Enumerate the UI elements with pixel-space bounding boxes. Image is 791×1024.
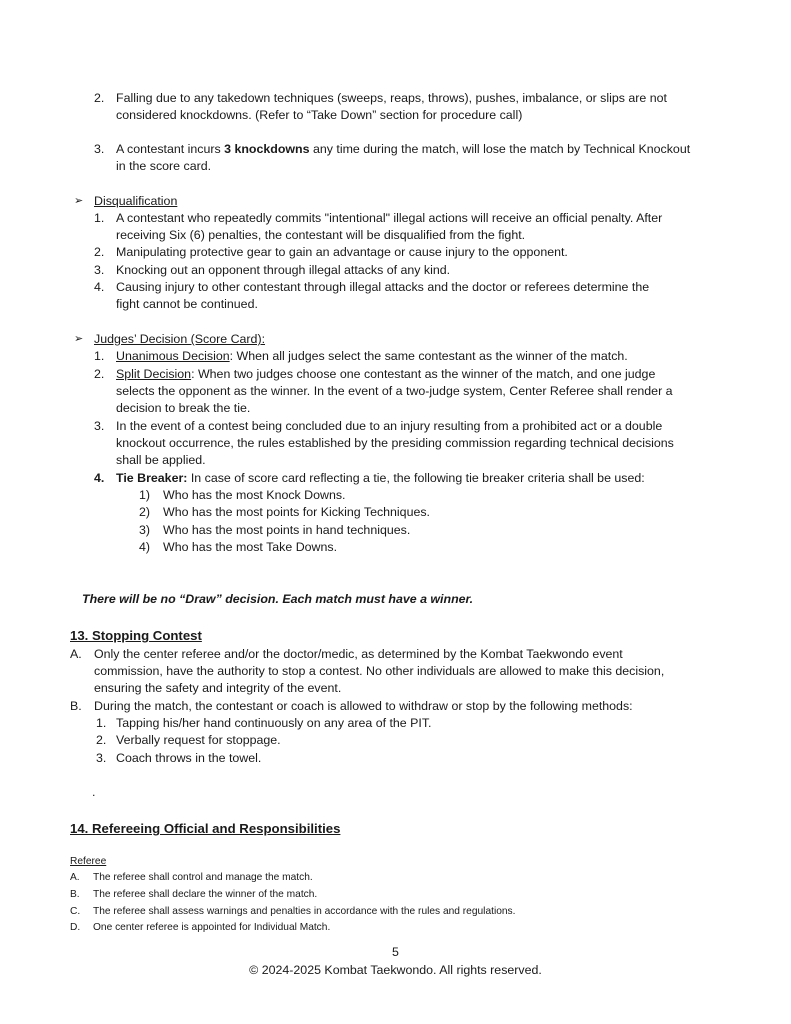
list-number: 3. <box>94 263 105 277</box>
list-number: 2. <box>94 245 105 259</box>
list-item-text: A contestant who repeatedly commits "intentional" illegal actions will receive an official penalty. After <box>116 211 663 225</box>
list-item-text: Who has the most Take Downs. <box>163 540 338 554</box>
list-item-text: Unanimous Decision: When all judges select the same contestant as the winner of the match. <box>116 349 628 363</box>
list-item-text: in the score card. <box>116 159 212 173</box>
list-number: 3. <box>96 751 107 765</box>
list-letter: A. <box>70 872 80 883</box>
list-number: 3. <box>94 142 105 156</box>
list-number: 1. <box>96 716 107 730</box>
list-number: 3) <box>139 523 151 537</box>
list-number: 2. <box>94 367 105 381</box>
list-item-text: Tie Breaker: In case of score card reflecting a tie, the following tie breaker criteria shall be used: <box>116 471 645 485</box>
list-item-text: decision to break the tie. <box>116 401 251 415</box>
list-item-text: In the event of a contest being concluded due to an injury resulting from a prohibited act or a double <box>116 419 663 433</box>
list-number: 2. <box>94 91 105 105</box>
list-item-text: Causing injury to other contestant through illegal attacks and the doctor or referees determine the <box>116 280 650 294</box>
list-number: 4. <box>94 471 105 485</box>
list-item-text: ensuring the safety and integrity of the event. <box>94 681 342 695</box>
list-item-text: receiving Six (6) penalties, the contestant will be disqualified from the fight. <box>116 228 526 242</box>
list-number: 1) <box>139 488 151 502</box>
list-item-text: Only the center referee and/or the doctor/medic, as determined by the Kombat Taekwondo event <box>94 647 623 661</box>
section-title: 13. Stopping Contest <box>70 628 202 643</box>
list-item-text: Split Decision: When two judges choose one contestant as the winner of the match, and one judge <box>116 367 656 381</box>
list-item-text: selects the opponent as the winner. In the event of a two-judge system, Center Referee shall render a <box>116 384 673 398</box>
list-number: 1. <box>94 349 105 363</box>
arrow-bullet-icon: ➢ <box>74 195 84 207</box>
list-number: 3. <box>94 419 105 433</box>
list-number: 4) <box>139 540 151 554</box>
list-item-text: Falling due to any takedown techniques (sweeps, reaps, throws), pushes, imbalance, or slips are not <box>116 91 667 105</box>
list-item-text: The referee shall control and manage the match. <box>93 872 313 883</box>
list-item-text: One center referee is appointed for Individual Match. <box>93 922 331 933</box>
list-letter: B. <box>70 889 80 900</box>
list-item-text: Knocking out an opponent through illegal attacks of any kind. <box>116 263 451 277</box>
no-draw-statement: There will be no “Draw” decision. Each match must have a winner. <box>82 592 474 606</box>
list-item-text: Who has the most points for Kicking Techniques. <box>163 505 430 519</box>
section-heading: Disqualification <box>94 194 178 208</box>
list-number: 4. <box>94 280 105 294</box>
list-letter: C. <box>70 906 81 917</box>
list-item-text: During the match, the contestant or coach is allowed to withdraw or stop by the following methods: <box>94 699 633 713</box>
list-item-text: Who has the most Knock Downs. <box>163 488 346 502</box>
list-item-text: shall be applied. <box>116 453 206 467</box>
list-item-text: knockout occurrence, the rules established by the presiding commission regarding technical decisions <box>116 436 674 450</box>
list-item-text: commission, have the authority to stop a contest. No other individuals are allowed to make this decision, <box>94 664 665 678</box>
list-item-text: The referee shall assess warnings and penalties in accordance with the rules and regulations. <box>93 906 516 917</box>
list-item-text: fight cannot be continued. <box>116 297 258 311</box>
stray-dot: . <box>92 785 96 799</box>
arrow-bullet-icon: ➢ <box>74 333 84 345</box>
list-item-text: Tapping his/her hand continuously on any area of the PIT. <box>116 716 432 730</box>
list-item-text: The referee shall declare the winner of the match. <box>93 889 318 900</box>
list-item-text: A contestant incurs 3 knockdowns any time during the match, will lose the match by Technical Knockout <box>116 142 691 156</box>
list-item-text: considered knockdowns. (Refer to “Take Down” section for procedure call) <box>116 108 523 122</box>
page-number: 5 <box>392 945 399 959</box>
list-item-text: Verbally request for stoppage. <box>116 733 281 747</box>
list-item-text: Manipulating protective gear to gain an advantage or cause injury to the opponent. <box>116 245 568 259</box>
list-item-text: Coach throws in the towel. <box>116 751 262 765</box>
list-item-text: Who has the most points in hand techniques. <box>163 523 411 537</box>
section-title: 14. Refereeing Official and Responsibilities <box>70 821 341 836</box>
list-letter: A. <box>70 647 82 661</box>
copyright-notice: © 2024-2025 Kombat Taekwondo. All rights reserved. <box>249 963 542 977</box>
list-letter: B. <box>70 699 82 713</box>
list-number: 2) <box>139 505 151 519</box>
list-letter: D. <box>70 922 81 933</box>
subsection-heading: Referee <box>70 856 107 867</box>
section-heading: Judges’ Decision (Score Card): <box>94 332 266 346</box>
list-number: 2. <box>96 733 107 747</box>
list-number: 1. <box>94 211 105 225</box>
